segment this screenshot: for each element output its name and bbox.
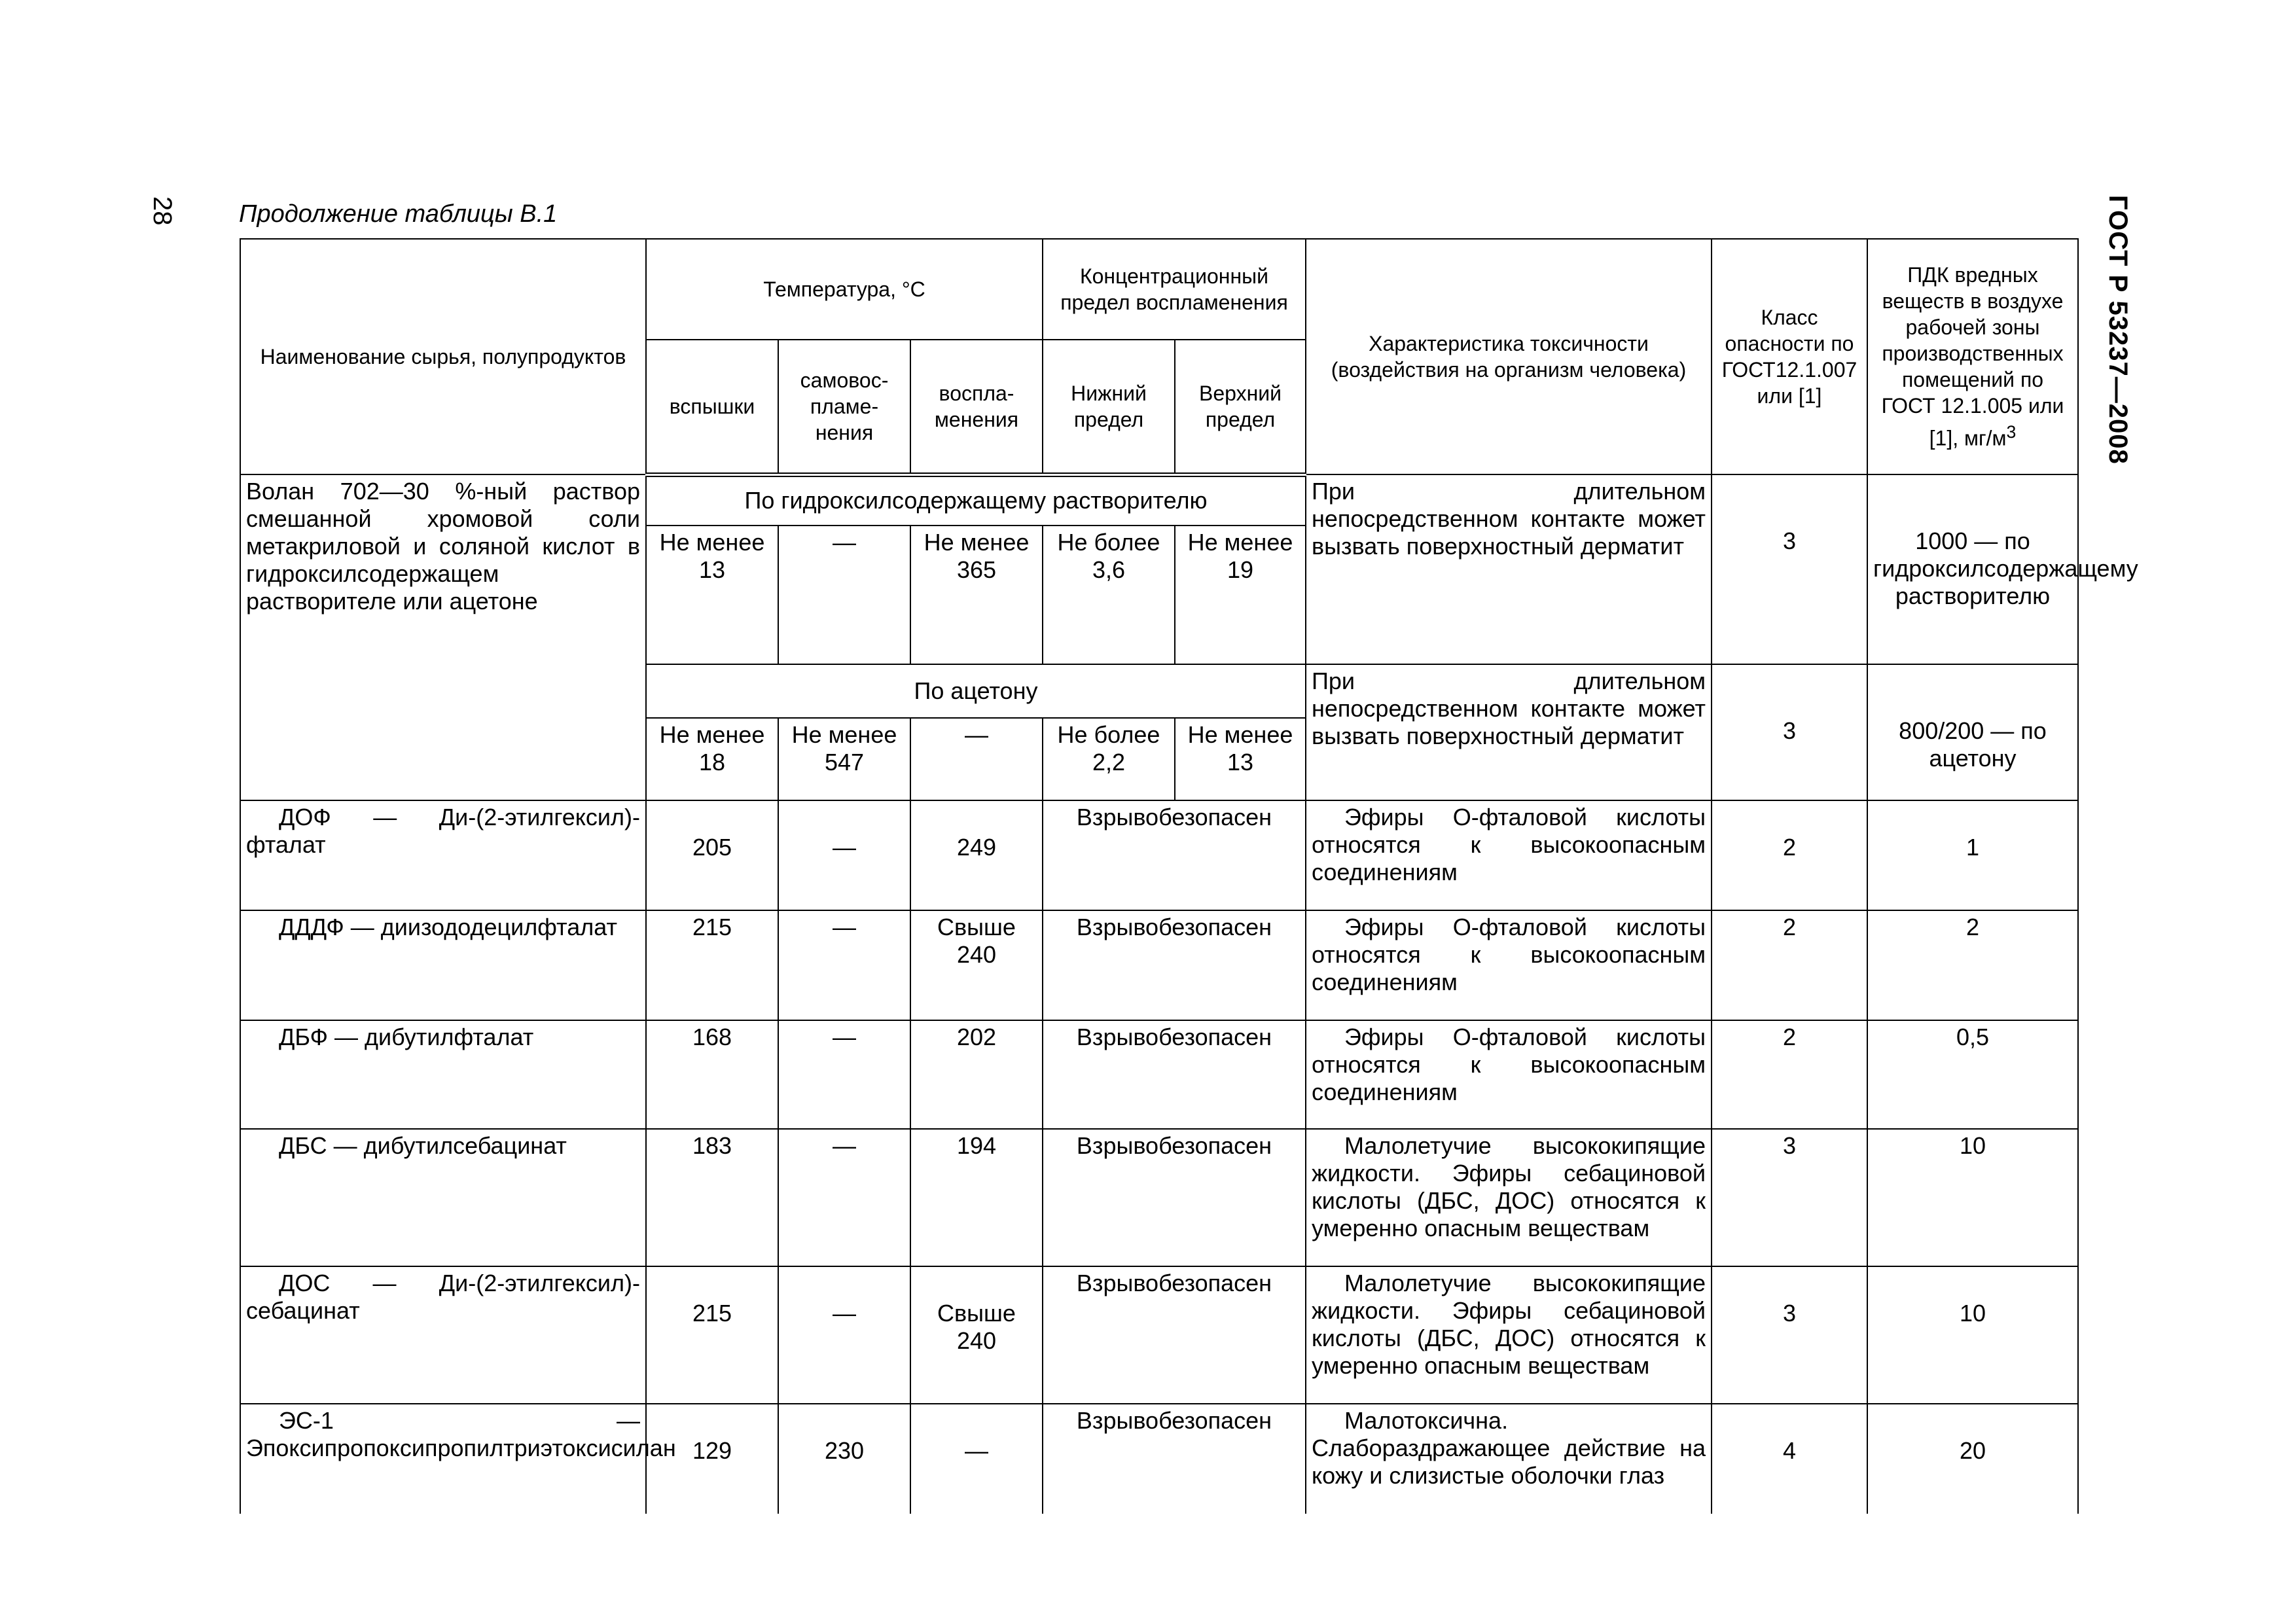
header-ignition: воспла- менения <box>910 340 1043 474</box>
row-toxicity: Эфиры О-фталовой кислоты относятся к высокоопасным соединениям <box>1306 910 1712 1020</box>
row-mac: 2 <box>1867 910 2078 1020</box>
row-name: ДБФ — дибутилфталат <box>240 1020 646 1129</box>
volan-g1-upper: Не менее 19 <box>1175 526 1306 664</box>
volan-g1-lower: Не более 3,6 <box>1043 526 1175 664</box>
row-conc: Взрывобезопасен <box>1043 1404 1306 1514</box>
header-temperature: Температура, °С <box>646 239 1043 340</box>
volan-g2-mac: 800/200 — по ацетону <box>1867 664 2078 800</box>
volan-g1-class: 3 <box>1712 474 1867 664</box>
row-name: ДОФ — Ди-(2-этилгексил)-фталат <box>240 800 646 910</box>
row-name: ЭС-1 — Эпоксипропоксипропилтриэтоксисилан <box>240 1404 646 1514</box>
volan-g1-flash: Не менее 13 <box>646 526 778 664</box>
document-code: ГОСТ Р 53237—2008 <box>2104 195 2132 465</box>
volan-g2-upper: Не менее 13 <box>1175 718 1306 800</box>
row-ign: 194 <box>910 1129 1043 1266</box>
page-number: 28 <box>148 196 177 226</box>
header-toxicity: Характеристика токсичности (воздействия на организм человека) <box>1306 239 1712 474</box>
volan-g1-ign: Не менее 365 <box>910 526 1043 664</box>
row-class: 2 <box>1712 910 1867 1020</box>
row-ign: 202 <box>910 1020 1043 1129</box>
table-row <box>240 1266 2078 1404</box>
row-conc: Взрывобезопасен <box>1043 910 1306 1020</box>
row-ign: Свыше 240 <box>910 910 1043 1020</box>
volan-g2-toxicity: При длительном непосредственном контакте может вызвать поверхностный дерматит <box>1306 664 1712 800</box>
row-auto: — <box>778 1020 910 1129</box>
row-name: ДДДФ — диизододецилфталат <box>240 910 646 1020</box>
volan-g1-mac: 1000 — по гидроксилсодержащему растворителю <box>1867 474 2078 664</box>
row-ign: Свыше 240 <box>910 1266 1043 1404</box>
row-class: 2 <box>1712 800 1867 910</box>
header-flash: вспышки <box>646 340 778 474</box>
table-row <box>240 1020 2078 1129</box>
volan-g2-flash: Не менее 18 <box>646 718 778 800</box>
row-flash: 129 <box>646 1404 778 1514</box>
header-upper: Верхний предел <box>1175 340 1306 474</box>
row-auto: — <box>778 800 910 910</box>
volan-g2-label: По ацетону <box>646 664 1306 718</box>
volan-name: Волан 702—30 %-ный раствор смешанной хромовой соли метакриловой и соляной кислот в гидроксилсодержащем растворителе или ацетоне <box>240 474 646 800</box>
volan-g2-ign: — <box>910 718 1043 800</box>
row-mac: 20 <box>1867 1404 2078 1514</box>
row-conc: Взрывобезопасен <box>1043 1020 1306 1129</box>
table-row <box>240 1129 2078 1266</box>
row-class: 4 <box>1712 1404 1867 1514</box>
row-auto: — <box>778 1129 910 1266</box>
row-flash: 215 <box>646 910 778 1020</box>
row-flash: 183 <box>646 1129 778 1266</box>
row-mac: 10 <box>1867 1266 2078 1404</box>
row-auto: — <box>778 1266 910 1404</box>
volan-g2-lower: Не более 2,2 <box>1043 718 1175 800</box>
row-flash: 205 <box>646 800 778 910</box>
table-row <box>240 1404 2078 1514</box>
row-mac: 10 <box>1867 1129 2078 1266</box>
row-conc: Взрывобезопасен <box>1043 800 1306 910</box>
row-auto: — <box>778 910 910 1020</box>
row-mac: 0,5 <box>1867 1020 2078 1129</box>
row-toxicity: Малотоксична. Слабораздражающее действие на кожу и слизистые оболочки глаз <box>1306 1404 1712 1514</box>
row-class: 3 <box>1712 1129 1867 1266</box>
row-name: ДОС — Ди-(2-этилгексил)-себацинат <box>240 1266 646 1404</box>
header-conc-limit: Концентрационный предел воспламенения <box>1043 239 1306 340</box>
row-flash: 168 <box>646 1020 778 1129</box>
row-toxicity: Эфиры О-фталовой кислоты относятся к высокоопасным соединениям <box>1306 1020 1712 1129</box>
volan-g1-auto: — <box>778 526 910 664</box>
row-toxicity: Малолетучие высококипящие жидкости. Эфиры себациновой кислоты (ДБС, ДОС) относятся к умеренно опасным веществам <box>1306 1129 1712 1266</box>
header-hazard-class: Класс опасности по ГОСТ12.1.007 или [1] <box>1712 239 1867 474</box>
row-flash: 215 <box>646 1266 778 1404</box>
volan-g1-toxicity: При длительном непосредственном контакте может вызвать поверхностный дерматит <box>1306 474 1712 664</box>
header-autoignition: самовос- пламе- нения <box>778 340 910 474</box>
row-toxicity: Малолетучие высококипящие жидкости. Эфиры себациновой кислоты (ДБС, ДОС) относятся к умеренно опасным веществам <box>1306 1266 1712 1404</box>
row-toxicity: Эфиры О-фталовой кислоты относятся к высокоопасным соединениям <box>1306 800 1712 910</box>
table-row <box>240 910 2078 1020</box>
header-lower: Нижний предел <box>1043 340 1175 474</box>
volan-g2-auto: Не менее 547 <box>778 718 910 800</box>
row-ign: — <box>910 1404 1043 1514</box>
table-row <box>240 800 2078 910</box>
table-caption: Продолжение таблицы В.1 <box>239 200 558 228</box>
volan-g1-label: По гидроксилсодержащему растворителю <box>646 474 1306 526</box>
row-conc: Взрывобезопасен <box>1043 1266 1306 1404</box>
row-name: ДБС — дибутилсебацинат <box>240 1129 646 1266</box>
row-auto: 230 <box>778 1404 910 1514</box>
volan-g2-class: 3 <box>1712 664 1867 800</box>
row-class: 3 <box>1712 1266 1867 1404</box>
row-ign: 249 <box>910 800 1043 910</box>
header-mac: ПДК вредных веществ в воздухе рабочей зоны производственных помещений по ГОСТ 12.1.005 или [1], $мг/м^3$ <box>1867 239 2078 474</box>
row-conc: Взрывобезопасен <box>1043 1129 1306 1266</box>
row-class: 2 <box>1712 1020 1867 1129</box>
row-mac: 1 <box>1867 800 2078 910</box>
header-name: Наименование сырья, полупродуктов <box>240 239 646 474</box>
